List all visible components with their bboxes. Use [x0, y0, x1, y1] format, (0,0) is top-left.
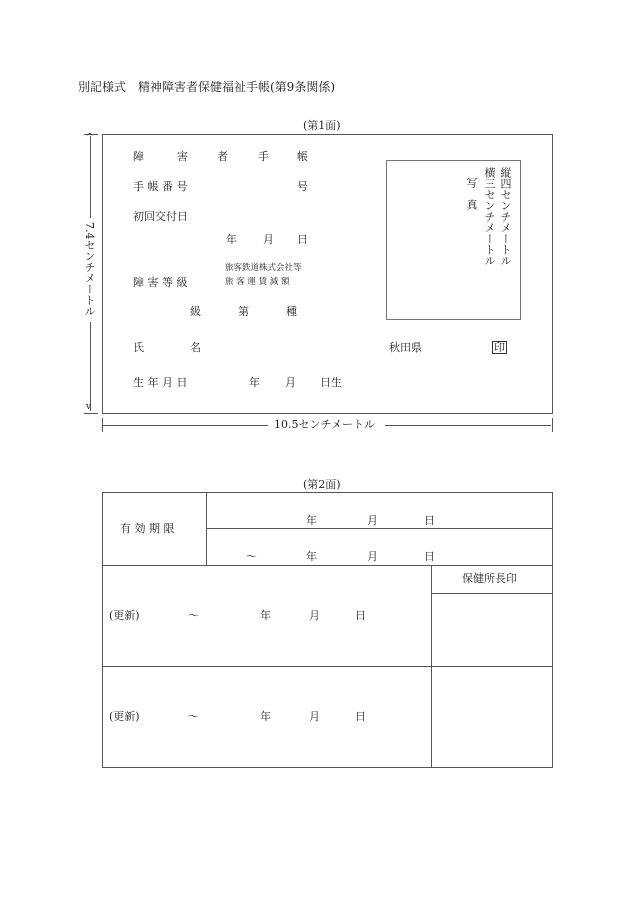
heading-char: 障 [133, 150, 144, 163]
renewal-month: 月 [309, 609, 320, 622]
birth-label: 生 年 月 日 [133, 376, 188, 389]
validity-day: 日 [424, 514, 435, 527]
photo-size-width: 横三センチメートル [483, 167, 496, 266]
width-dim-line-right [385, 425, 551, 426]
validity-end-month: 月 [367, 550, 378, 563]
photo-label: 写 真 [465, 177, 478, 210]
validity-end-day: 日 [424, 550, 435, 563]
birth-month: 月 [285, 376, 296, 389]
photo-size-height: 縦四センチメートル [499, 167, 512, 266]
row-divider [102, 565, 552, 566]
validity-month: 月 [367, 514, 378, 527]
railway-line1: 旅客鉄道株式会社等 [225, 263, 302, 273]
validity-row-divider [206, 528, 552, 529]
birth-year: 年 [249, 376, 260, 389]
renewal-year: 年 [260, 710, 271, 723]
director-seal-label: 保健所長印 [462, 572, 517, 585]
grade-label: 障 害 等 級 [133, 276, 188, 289]
renewal-day: 日 [355, 710, 366, 723]
issue-day: 日 [297, 233, 308, 246]
issue-month: 月 [263, 233, 274, 246]
height-dimension: 7.4センチメートル [83, 222, 96, 317]
renewal-month: 月 [309, 710, 320, 723]
issue-year: 年 [226, 233, 237, 246]
width-dimension: 10.5センチメートル [274, 418, 376, 431]
heading-char: 手 [258, 150, 269, 163]
first-issue-label: 初回交付日 [133, 210, 188, 223]
notebook-number-label: 手 帳 番 号 [133, 180, 188, 193]
height-dim-line-bottom [90, 322, 91, 411]
row-divider [102, 666, 552, 667]
seal-mark: 印 [494, 341, 505, 354]
prefecture: 秋田県 [389, 341, 422, 354]
validity-year: 年 [306, 514, 317, 527]
renewal-label: (更新) [109, 609, 140, 622]
birth-day: 日生 [320, 376, 342, 389]
railway-line2: 旅 客 運 賃 減 額 [225, 277, 290, 287]
class-suffix: 種 [286, 305, 297, 318]
seal-header-divider [431, 593, 552, 594]
seal-column-divider [431, 565, 432, 767]
renewal-year: 年 [260, 609, 271, 622]
face2-label: (第2面) [303, 478, 341, 491]
validity-end-year: 年 [306, 550, 317, 563]
document-title: 別記様式 精神障害者保健福祉手帳(第9条関係) [78, 80, 335, 94]
heading-char: 者 [217, 150, 228, 163]
dim-tick-right [552, 418, 553, 432]
validity-tilde: 〜 [246, 550, 257, 563]
class-prefix: 第 [238, 305, 249, 318]
face1-label: (第1面) [303, 119, 341, 132]
width-dim-line-left [103, 425, 268, 426]
renewal-tilde: 〜 [188, 710, 199, 723]
name-label-2: 名 [190, 341, 201, 354]
renewal-label: (更新) [109, 710, 140, 723]
arrow-down-icon: v [86, 402, 92, 412]
renewal-tilde: 〜 [188, 609, 199, 622]
renewal-day: 日 [355, 609, 366, 622]
dim-tick-bottom [84, 413, 98, 414]
validity-label: 有 効 期 限 [120, 522, 175, 535]
height-dim-line-top [90, 136, 91, 218]
grade-unit: 級 [190, 305, 201, 318]
heading-char: 害 [177, 150, 188, 163]
arrow-up-icon: ^ [86, 133, 94, 143]
notebook-number-suffix: 号 [297, 180, 308, 193]
heading-char: 帳 [297, 150, 308, 163]
name-label-1: 氏 [133, 341, 144, 354]
